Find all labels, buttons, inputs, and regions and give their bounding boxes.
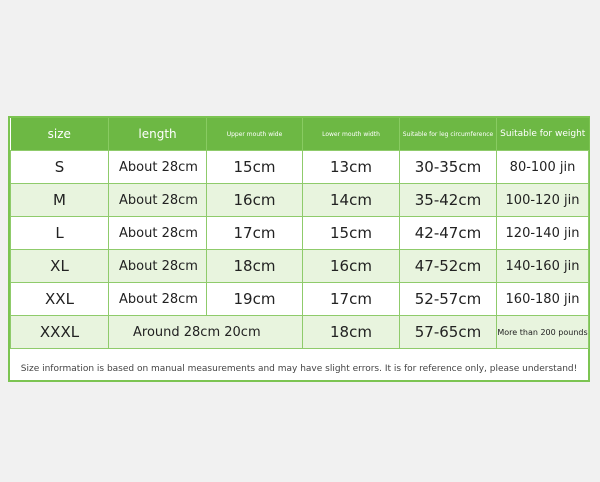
cell-upper: 17cm [207,217,303,250]
cell-length: About 28cm [109,250,207,283]
cell-lower: 14cm [303,184,400,217]
header-lower-mouth: Lower mouth width [303,118,400,151]
cell-size: L [11,217,109,250]
cell-weight: More than 200 pounds [497,316,589,349]
cell-weight: 120-140 jin [497,217,589,250]
cell-weight: 160-180 jin [497,283,589,316]
cell-leg: 35-42cm [400,184,497,217]
header-row [11,118,589,151]
cell-upper: 19cm [207,283,303,316]
header-leg-circumference: Suitable for leg circumference [400,118,497,151]
cell-upper: 15cm [207,151,303,184]
table-row [11,217,589,250]
cell-size: XXL [11,283,109,316]
table-row [11,283,589,316]
cell-weight: 80-100 jin [497,151,589,184]
cell-length-upper-merged: Around 28cm 20cm [109,316,303,349]
table-row [11,184,589,217]
table-row [11,316,589,349]
cell-leg: 30-35cm [400,151,497,184]
cell-weight: 100-120 jin [497,184,589,217]
cell-lower: 16cm [303,250,400,283]
cell-length: About 28cm [109,184,207,217]
cell-size: XL [11,250,109,283]
cell-lower: 18cm [303,316,400,349]
cell-lower: 15cm [303,217,400,250]
cell-weight: 140-160 jin [497,250,589,283]
cell-lower: 17cm [303,283,400,316]
size-disclaimer: Size information is based on manual measurements and may have slight errors. It is for reference only, please understand! [20,364,578,374]
cell-upper: 18cm [207,250,303,283]
cell-leg: 57-65cm [400,316,497,349]
cell-length: About 28cm [109,217,207,250]
header-length: length [109,118,207,151]
cell-size: XXXL [11,316,109,349]
table-row [11,250,589,283]
cell-length: About 28cm [109,151,207,184]
cell-lower: 13cm [303,151,400,184]
cell-leg: 52-57cm [400,283,497,316]
cell-length: About 28cm [109,283,207,316]
table-row [11,151,589,184]
size-table [10,118,589,349]
header-upper-mouth: Upper mouth wide [207,118,303,151]
cell-upper: 16cm [207,184,303,217]
header-size: size [11,118,109,151]
cell-leg: 42-47cm [400,217,497,250]
size-chart [8,116,590,382]
header-weight: Suitable for weight [497,118,589,151]
cell-leg: 47-52cm [400,250,497,283]
cell-size: S [11,151,109,184]
cell-size: M [11,184,109,217]
